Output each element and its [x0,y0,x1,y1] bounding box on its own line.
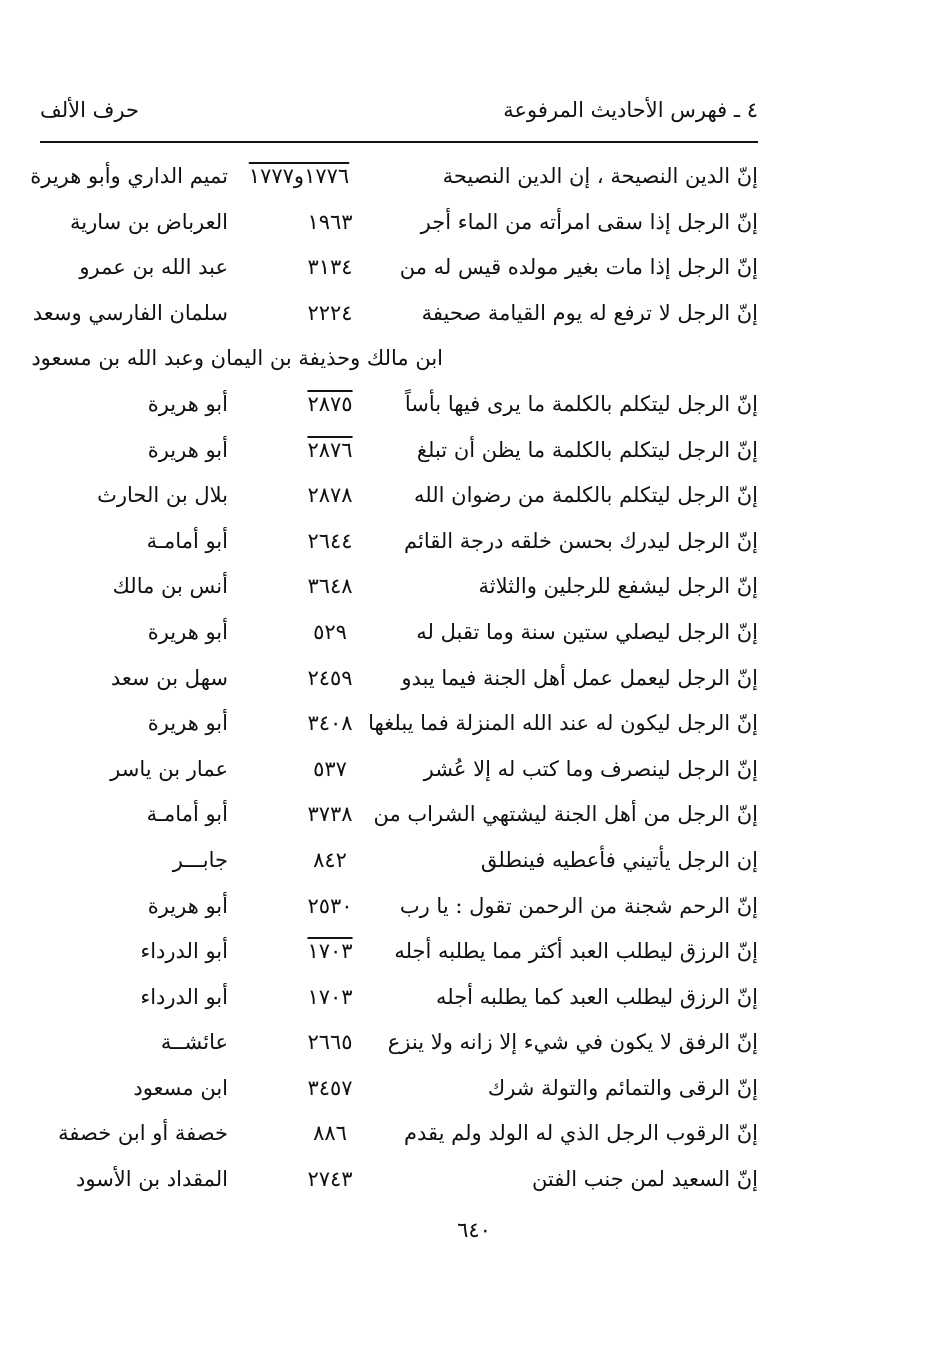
hadith-incipit: إنّ الرجل ليكون له عند الله المنزلة فما يبلغها [368,711,758,736]
hadith-number: ١٧٠٣ [307,939,353,964]
hadith-number: ٥٣٧ [313,756,347,781]
narrator: بلال بن الحارث [97,483,228,508]
hadith-number: ٢٨٧٨ [307,483,353,508]
index-entry [0,1070,948,1116]
index-entry [0,386,948,432]
hadith-incipit: إنّ الدين النصيحة ، إن الدين النصيحة [442,164,758,188]
hadith-number: ٥٢٩ [313,619,347,644]
hadith-incipit: إنّ السعيد لمن جنب الفتن [531,1167,758,1192]
hadith-number: ٣١٣٤ [307,255,353,280]
narrator: عائشــة [160,1030,228,1055]
narrator: عمار بن ياسر [110,756,228,781]
hadith-number: ٢٨٧٥ [307,391,353,416]
narrator: ابن مسعود [133,1075,228,1100]
hadith-incipit: إنّ الرزق ليطلب العبد كما يطلبه أجله [435,984,758,1009]
narrator: سهل بن سعد [110,665,228,690]
header-rule [40,141,758,143]
hadith-incipit: إنّ الرجل لينصرف وما كتب له إلا عُشر [423,756,758,781]
hadith-number: ١٩٦٣ [307,209,353,234]
index-entry [0,660,948,706]
narrator: العرباض بن سارية [69,209,228,234]
hadith-incipit: إنّ الرجل من أهل الجنة ليشتهي الشراب من [373,802,758,827]
hadith-number: ٣٦٤٨ [307,574,353,599]
hadith-incipit: إنّ الرجل إذا مات بغير مولده قيس له من [399,255,758,280]
narrator: أبو الدرداء [140,939,228,964]
index-entry [0,614,948,660]
hadith-number: ٨٤٢ [313,847,347,872]
hadith-number: ٣٤٥٧ [307,1075,353,1100]
index-entry [0,1161,948,1207]
hadith-number: ٢٧٤٣ [307,1167,353,1192]
hadith-number: ٢٦٤٤ [307,528,353,553]
hadith-number: ٢٤٥٩ [307,665,353,690]
index-entry [0,432,948,478]
index-entry [0,979,948,1025]
narrator: أبو هريرة [147,437,228,462]
narrator: أنس بن مالك [112,574,228,599]
hadith-number: ٣٧٣٨ [307,802,353,827]
continuation-text: ابن مالك وحذيفة بن اليمان وعبد الله بن مسعود [31,346,443,371]
index-entry [0,1024,948,1070]
page-number: ٦٤٠ [457,1218,491,1242]
hadith-incipit: إنّ الرجل ليدرك بحسن خلقه درجة القائم [404,528,758,553]
hadith-incipit: إنّ الرجل ليعمل عمل أهل الجنة فيما يبدو [401,665,758,690]
narrator: المقداد بن الأسود [76,1167,228,1192]
narrator: أبو هريرة [147,893,228,918]
section-title: ٤ ـ فهرس الأحاديث المرفوعة [503,98,758,122]
narrator: تميم الداري وأبو هريرة [30,164,228,188]
index-entry [0,477,948,523]
entry-continuation [0,340,948,386]
index-entry [0,751,948,797]
hadith-number: ٢٦٦٥ [307,1030,353,1055]
index-entry [0,204,948,250]
narrator: عبد الله بن عمرو [79,255,228,280]
hadith-incipit: إنّ الرقى والتمائم والتولة شرك [487,1075,758,1100]
hadith-number: ٢٥٣٠ [307,893,353,918]
hadith-incipit: إنّ الرزق ليطلب العبد أكثر مما يطلبه أجله [394,939,758,964]
hadith-incipit: إنّ الرقوب الرجل الذي له الولد ولم يقدم [403,1121,758,1146]
hadith-incipit: إنّ الرجل لا ترفع له يوم القيامة صحيفة [421,300,758,325]
index-entry [0,158,948,204]
hadith-number: ٢٨٧٦ [307,437,353,462]
narrator: أبو أمامـة [146,802,228,827]
narrator: أبو هريرة [147,619,228,644]
letter-title: حرف الألف [40,98,139,122]
index-entry [0,796,948,842]
hadith-incipit: إن الرجل يأتيني فأعطيه فينطلق [480,847,758,872]
hadith-incipit: إنّ الرجل إذا سقى امرأته من الماء أجر [420,209,758,234]
narrator: سلمان الفارسي وسعد [32,300,228,325]
index-entry [0,888,948,934]
hadith-incipit: إنّ الرجل ليشفع للرجلين والثلاثة [478,574,758,599]
hadith-number: ٨٨٦ [313,1121,347,1146]
index-entry [0,295,948,341]
index-entry [0,249,948,295]
narrator: أبو هريرة [147,391,228,416]
index-entry [0,1115,948,1161]
index-entry [0,933,948,979]
index-entry [0,842,948,888]
index-entry [0,568,948,614]
index-entry [0,705,948,751]
hadith-number: ١٧٧٦و١٧٧٧ [248,164,350,188]
hadith-number: ٢٢٢٤ [307,300,353,325]
hadith-incipit: إنّ الرحم شجنة من الرحمن تقول : يا رب [399,893,758,918]
hadith-index-list [0,158,948,1207]
hadith-number: ٣٤٠٨ [307,711,353,736]
hadith-incipit: إنّ الرجل ليصلي ستين سنة وما تقبل له [416,619,758,644]
hadith-incipit: إنّ الرجل ليتكلم بالكلمة ما يظن أن تبلغ [416,437,758,462]
narrator: أبو أمامـة [146,528,228,553]
narrator: خصفة أو ابن خصفة [58,1121,228,1146]
index-entry [0,523,948,569]
running-head [40,98,758,138]
narrator: جابـــر [172,847,228,872]
hadith-incipit: إنّ الرجل ليتكلم بالكلمة من رضوان الله [414,483,758,508]
narrator: أبو هريرة [147,711,228,736]
hadith-incipit: إنّ الرجل ليتكلم بالكلمة ما يرى فيها بأساً [404,391,758,416]
narrator: أبو الدرداء [140,984,228,1009]
hadith-number: ١٧٠٣ [307,984,353,1009]
hadith-incipit: إنّ الرفق لا يكون في شيء إلا زانه ولا ينزع [387,1030,758,1055]
